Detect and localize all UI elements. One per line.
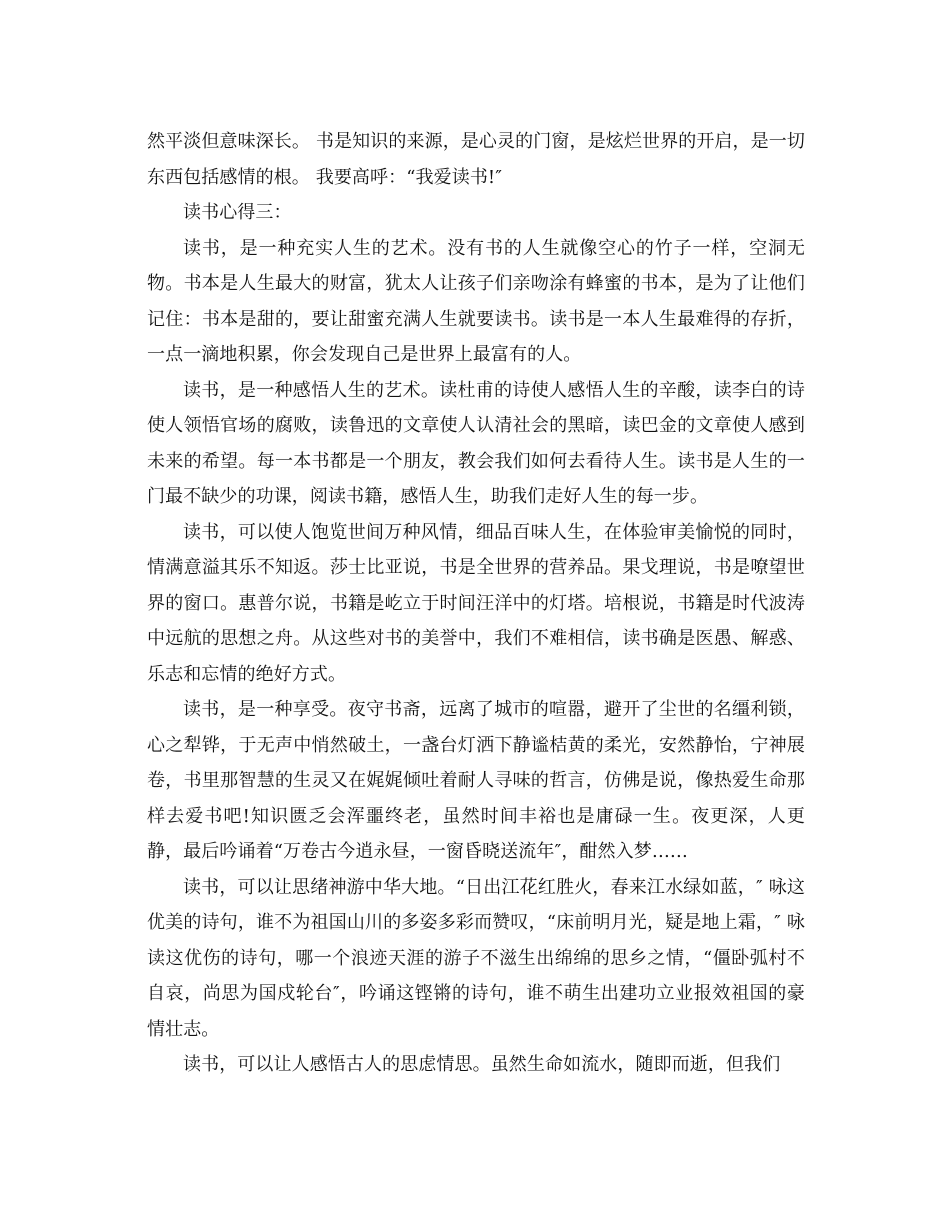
section-heading: 读书心得三： [183, 202, 292, 223]
paragraph-1: 然平淡但意味深长。 书是知识的来源，是心灵的门窗，是炫烂世界的开启，是一切东西包括感情的根。 我要高呼：“我爱读书!″ [147, 131, 805, 188]
paragraph-5: 读书，是一种享受。夜守书斋，远离了城市的喧嚣，避开了尘世的名缰利锁，心之犁铧，于无声中悄然破土，一盏台灯洒下静谧桔黄的柔光，安然静怡，宁神展卷，书里那智慧的生灵又在娓娓倾吐着耐人寻味的哲言，仿佛是说，像热爱生命那样去爱书吧!知识匮乏会浑噩终老，虽然时间丰裕也是庸碌一生。夜更深，人更静，最后吟诵着“万卷古今逍永昼，一窗昏晓送流年″，酣然入梦…… [147, 699, 805, 862]
paragraph-7: 读书，可以让人感悟古人的思虑情思。虽然生命如流水，随即而逝，但我们 [183, 1054, 781, 1075]
paragraph-2: 读书，是一种充实人生的艺术。没有书的人生就像空心的竹子一样，空洞无物。书本是人生最大的财富，犹太人让孩子们亲吻涂有蜂蜜的书本，是为了让他们记住：书本是甜的，要让甜蜜充满人生就要读书。读书是一本人生最难得的存折，一点一滴地积累，你会发现自己是世界上最富有的人。 [147, 237, 805, 365]
paragraph-3: 读书，是一种感悟人生的艺术。读杜甫的诗使人感悟人生的辛酸，读李白的诗使人领悟官场的腐败，读鲁迅的文章使人认清社会的黑暗，读巴金的文章使人感到未来的希望。每一本书都是一个朋友，教会我们如何去看待人生。读书是人生的一门最不缺少的功课，阅读书籍，感悟人生，助我们走好人生的每一步。 [147, 379, 805, 507]
paragraph-4: 读书，可以使人饱览世间万种风情，细品百味人生，在体验审美愉悦的同时，情满意溢其乐不知返。莎士比亚说，书是全世界的营养品。果戈理说，书是嘹望世界的窗口。惠普尔说，书籍是屹立于时间汪洋中的灯塔。培根说，书籍是时代波涛中远航的思想之舟。从这些对书的美誉中，我们不难相信，读书确是医愚、解惑、乐志和忘情的绝好方式。 [147, 521, 805, 685]
paragraph-6: 读书，可以让思绪神游中华大地。“日出江花红胜火，春来江水绿如蓝，″ 咏这优美的诗句，谁不为祖国山川的多姿多彩而赞叹，“床前明月光，疑是地上霜，″ 咏读这优伤的诗句，哪一个浪迹天涯的游子不滋生出绵绵的思乡之情，“僵卧弧村不自哀，尚思为国戍轮台″，吟诵这铿锵的诗句，谁不萌生出建功立业报效祖国的豪情壮志。 [147, 876, 805, 1040]
document-body [147, 124, 805, 1083]
